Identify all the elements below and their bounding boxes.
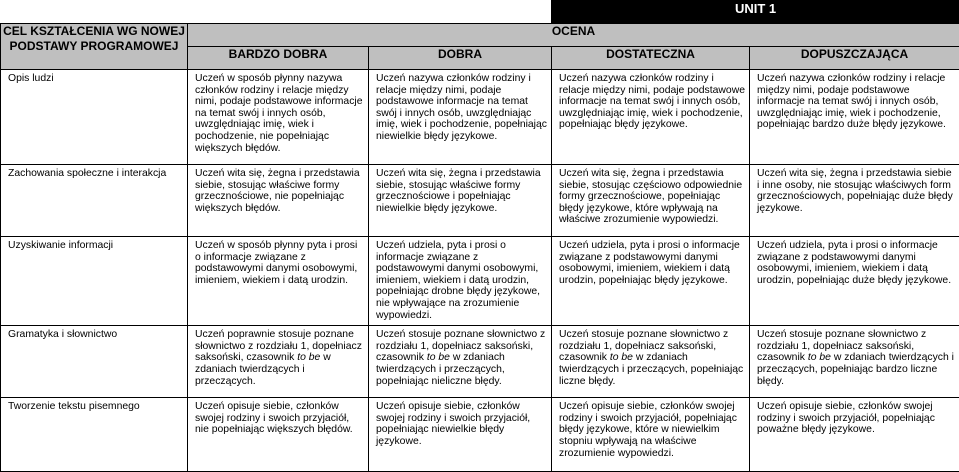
table-row bbox=[1, 398, 959, 472]
criteria-cell: Uczeń poprawnie stosuje poznane słownictwo z rozdziału 1, dopełniacz saksoński, czasownik to be w zdaniach twierdzących i przeczących. bbox=[188, 326, 369, 398]
criteria-cell: Uczeń stosuje poznane słownictwo z rozdziału 1, dopełniacz saksoński, czasownik to be w zdaniach twierdzących i przeczących, popełniając bardzo liczne błędy. bbox=[750, 326, 959, 398]
ocena-header: OCENA bbox=[188, 24, 959, 47]
criteria-cell: Uczeń nazywa członków rodziny i relacje między nimi, podaje podstawowe informacje na temat swój i innych osób, uwzględniając imię, wiek i pochodzenie, popełniając bardzo duże błędy językowe. bbox=[750, 70, 959, 165]
criteria-cell: Uczeń wita się, żegna i przedstawia siebie i inne osoby, nie stosując właściwych form grzecznościowych, popełniając duże błędy językowe. bbox=[750, 165, 959, 237]
table-row bbox=[1, 70, 959, 165]
criteria-cell: Uczeń w sposób płynny nazywa członków rodziny i relacje między nimi, podaje podstawowe informacje na temat swój i innych osób, uwzględniając imię, wiek i pochodzenie, nie popełniając większych błędów. bbox=[188, 70, 369, 165]
criteria-cell: Uczeń opisuje siebie, członków swojej rodziny i swoich przyjaciół, popełniając poważne błędy językowe. bbox=[750, 398, 959, 472]
category-label: Opis ludzi bbox=[1, 70, 188, 165]
table-row bbox=[1, 237, 959, 326]
criteria-cell: Uczeń nazywa członków rodziny i relacje między nimi, podaje podstawowe informacje na temat swój i innych osób, uwzględniając imię, wiek i pochodzenie, popełniając błędy językowe. bbox=[552, 70, 750, 165]
unit-title: UNIT 1 bbox=[552, 1, 959, 24]
level-header-dobra: DOBRA bbox=[369, 47, 552, 70]
criteria-cell: Uczeń w sposób płynny pyta i prosi o informacje związane z podstawowymi danymi osobowymi, imieniem, wiekiem i datą urodzin. bbox=[188, 237, 369, 326]
criteria-cell: Uczeń stosuje poznane słownictwo z rozdziału 1, dopełniacz saksoński, czasownik to be w zdaniach twierdzących i przeczących, popełniając liczne błędy. bbox=[552, 326, 750, 398]
level-header-dostateczna: DOSTATECZNA bbox=[552, 47, 750, 70]
criteria-cell: Uczeń opisuje siebie, członków swojej rodziny i swoich przyjaciół, nie popełniając większych błędów. bbox=[188, 398, 369, 472]
category-label: Zachowania społeczne i interakcja bbox=[1, 165, 188, 237]
table-row bbox=[1, 326, 959, 398]
level-header-dopuszczajaca: DOPUSZCZAJĄCA bbox=[750, 47, 959, 70]
header-blank-cell bbox=[1, 1, 552, 24]
table-row bbox=[1, 165, 959, 237]
criteria-cell: Uczeń wita się, żegna i przedstawia siebie, stosując częściowo odpowiednie formy grzecznościowe, popełniając błędy językowe, które wpływają na właściwe zrozumienie wypowiedzi. bbox=[552, 165, 750, 237]
category-label: Gramatyka i słownictwo bbox=[1, 326, 188, 398]
category-label: Tworzenie tekstu pisemnego bbox=[1, 398, 188, 472]
criteria-cell: Uczeń wita się, żegna i przedstawia siebie, stosując właściwe formy grzecznościowe i popełniając niewielkie błędy językowe. bbox=[369, 165, 552, 237]
criteria-cell: Uczeń nazywa członków rodziny i relacje między nimi, podaje podstawowe informacje na temat swój i innych osób, uwzględniając imię, wiek i pochodzenie, popełniając niewielkie błędy językowe. bbox=[369, 70, 552, 165]
criteria-cell: Uczeń opisuje siebie, członków swojej rodziny i swoich przyjaciół, popełniając błędy językowe, które w niewielkim stopniu wpływają na właściwe zrozumienie wypowiedzi. bbox=[552, 398, 750, 472]
level-header-bardzo-dobra: BARDZO DOBRA bbox=[188, 47, 369, 70]
goal-header: CEL KSZTAŁCENIA WG NOWEJ PODSTAWY PROGRAMOWEJ bbox=[1, 24, 188, 70]
category-label: Uzyskiwanie informacji bbox=[1, 237, 188, 326]
criteria-cell: Uczeń stosuje poznane słownictwo z rozdziału 1, dopełniacz saksoński, czasownik to be w zdaniach twierdzących i przeczących, popełniając nieliczne błędy. bbox=[369, 326, 552, 398]
criteria-cell: Uczeń udziela, pyta i prosi o informacje związane z podstawowymi danymi osobowymi, imieniem, wiekiem i datą urodzin, popełniając drobne błędy językowe, nie wpływające na zrozumienie wypowiedzi. bbox=[369, 237, 552, 326]
criteria-cell: Uczeń opisuje siebie, członków swojej rodziny i swoich przyjaciół, popełniając niewielkie błędy językowe. bbox=[369, 398, 552, 472]
criteria-cell: Uczeń wita się, żegna i przedstawia siebie, stosując właściwe formy grzecznościowe, nie popełniając większych błędów. bbox=[188, 165, 369, 237]
criteria-cell: Uczeń udziela, pyta i prosi o informacje związane z podstawowymi danymi osobowymi, imieniem, wiekiem i datą urodzin, popełniając błędy językowe. bbox=[552, 237, 750, 326]
criteria-cell: Uczeń udziela, pyta i prosi o informacje związane z podstawowymi danymi osobowymi, imieniem, wiekiem i datą urodzin, popełniając duże błędy językowe. bbox=[750, 237, 959, 326]
